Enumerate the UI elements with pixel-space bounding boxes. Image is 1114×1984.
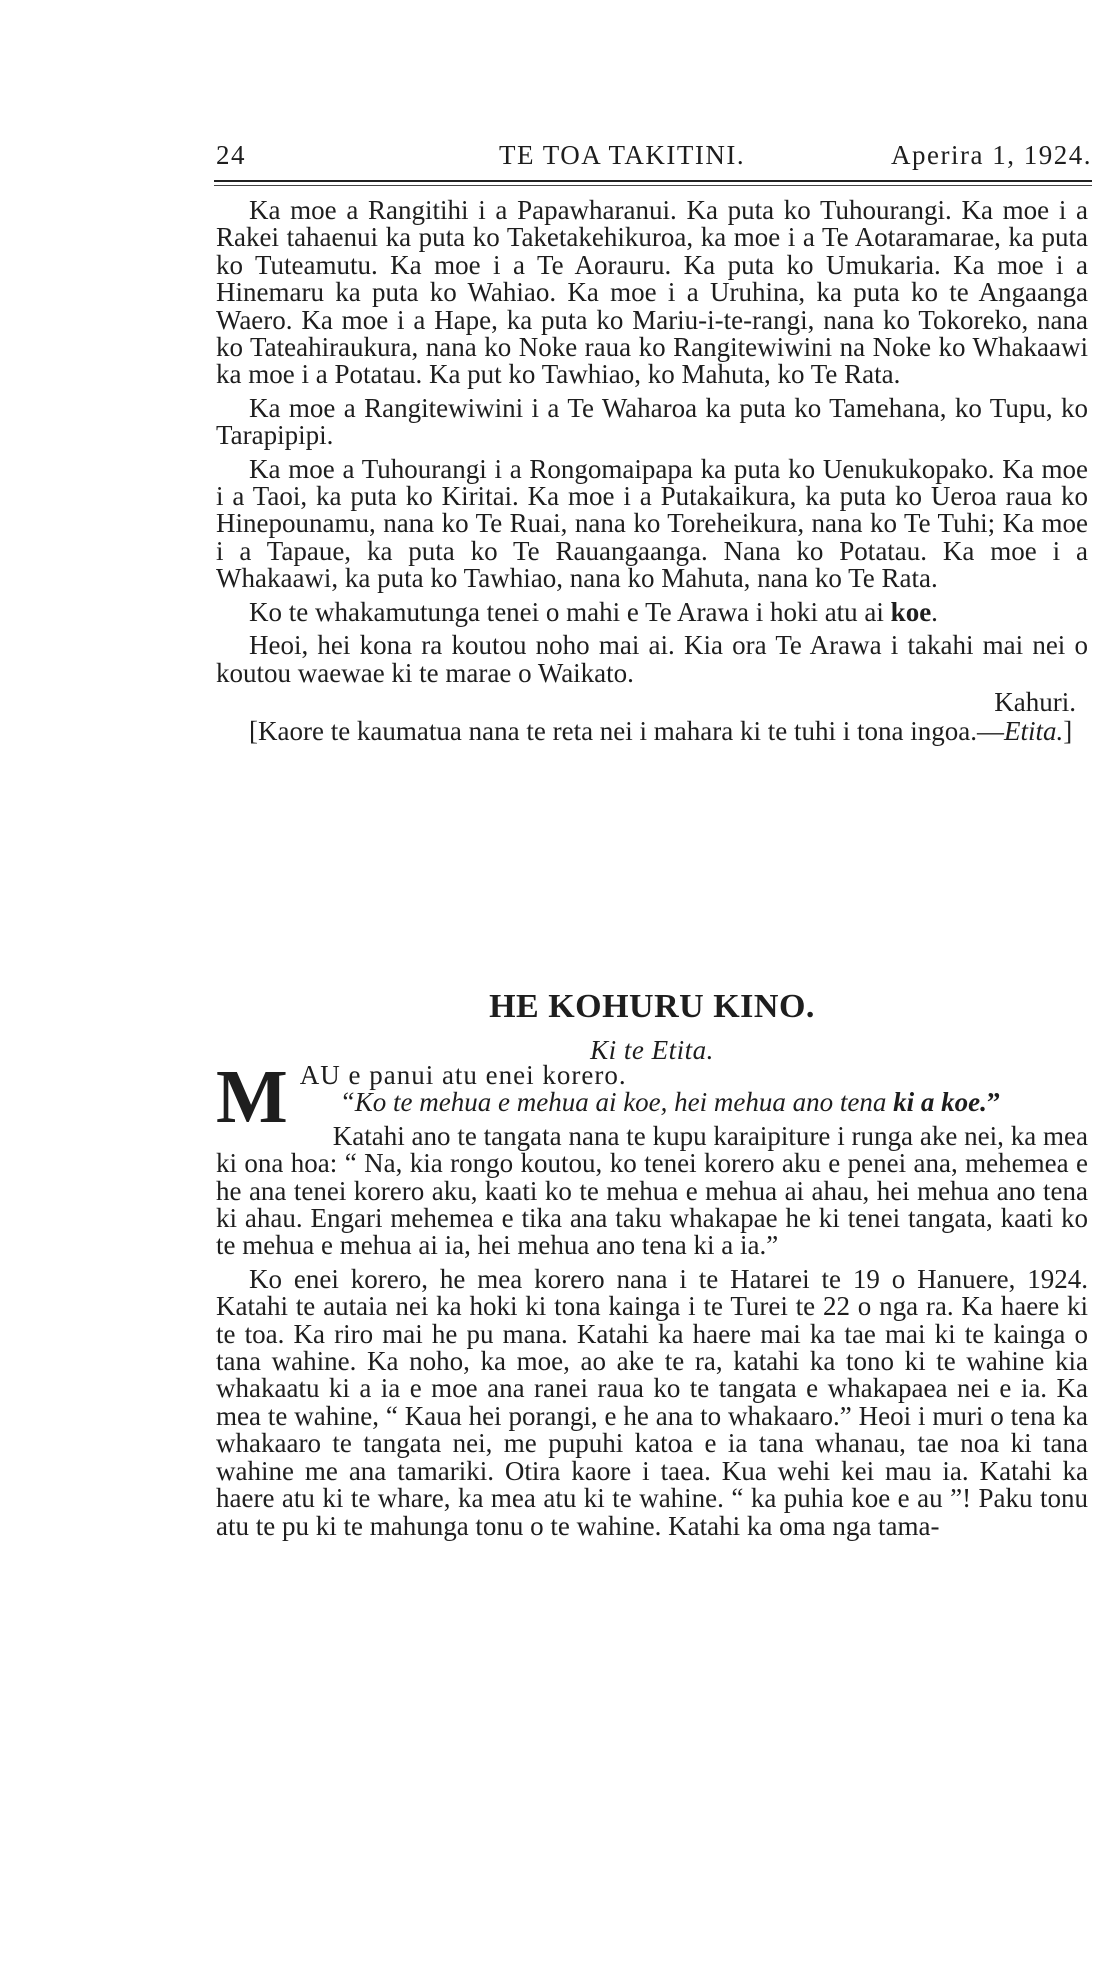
editor-note xyxy=(216,718,1088,745)
header-rule-thin xyxy=(214,185,1092,186)
bold-word: koe xyxy=(890,596,932,627)
scripture-quote xyxy=(216,1089,1088,1116)
paragraph: Ka moe a Rangitihi i a Papawharanui. Ka puta ko Tuhourangi. Ka moe i a Rakei tahaenui ka puta ko Taketakehikuroa, ka moe i a Te Aotaramarae, ka puta ko Tuteamutu. Ka moe i a Te Aorauru. Ka puta ko Umukaria. Ka moe i a Hinemaru ka puta ko Wahiao. Ka moe i a Uruhina, ka puta ko te Angaanga Waero. Ka moe i a Hape, ka puta ko Mariu-i-te-rangi, nana ko Tokoreko, nana ko Tateahiraukura, nana ko Noke raua ko Rangitewiwini na Noke ko Whakaawi ka moe i a Potatau. Ka put ko Tawhiao, ko Mahuta, ko Te Rata. xyxy=(216,195,1088,390)
paragraph-end: . xyxy=(931,596,938,627)
header-rule xyxy=(214,180,1092,182)
page-header xyxy=(216,140,1092,174)
drop-cap: M xyxy=(216,1055,288,1139)
paragraph: Heoi, hei kona ra koutou noho mai ai. Kia ora Te Arawa i takahi mai nei o koutou waewae ki te marae o Waikato. xyxy=(216,630,1088,688)
paragraph xyxy=(216,596,1088,627)
paragraph: Katahi ano te tangata nana te kupu karaipiture i runga ake nei, ka mea ki ona hoa: “ Na, kia rongo koutou, ko tenei korero aku e penei ana, mehemea e he ana tenei korero aku, kaati ko te mehua e mehua ai ahau, hei mehua ano tena ki ahau. Engari mehemea e tika ana taku whakapae he ki tenei tangata, kaati ko te mehua e mehua ai ia, hei mehua ano tena ki a ia.” xyxy=(216,1120,1088,1261)
article-subtitle: Ki te Etita. xyxy=(590,1035,714,1065)
article-title: HE KOHURU KINO. xyxy=(489,988,815,1025)
publication-title: TE TOA TAKITINI. xyxy=(499,140,746,170)
lead-line xyxy=(216,1062,1088,1089)
signature: Kahuri. xyxy=(994,686,1076,717)
paragraph: Ka moe a Rangitewiwini i a Te Waharoa ka puta ko Tamehana, ko Tupu, ko Tarapipipi. xyxy=(216,392,1088,451)
quote-bold: ki a koe. xyxy=(893,1087,987,1118)
quote-text: “Ko te mehua e mehua ai koe, hei mehua ano tena xyxy=(339,1087,894,1118)
lead-text: AU e panui atu enei korero. xyxy=(299,1060,627,1090)
note-editor: Etita. xyxy=(1003,716,1064,747)
paragraph: Ko enei korero, he mea korero nana i te Hatarei te 19 o Hanuere, 1924. Katahi te autaia nei ka hoki ki tona kainga i te Turei te 22 o nga ra. Ka haere ki te toa. Ka riro mai he pu mana. Katahi ka haere mai ka tae mai ki te kainga o tana wahine. Ka noho, ka moe, ao ake te ra, katahi ka tono ki te wahine kia whakaatu ki a ia e moe ana ranei raua ko te tangata e whakapaea nei e ia. Ka mea te wahine, “ Kaua hei porangi, e he ana to whakaaro.” Heoi i muri o tena ka whakaaro te tangata nei, me pupuhi katoa e ia tana whanau, tae noa ki tana wahine me ana tamariki. Otira kaore i taea. Kua wehi kei mau ia. Katahi ka haere atu ki te whare, ka mea atu ki te wahine. “ ka puhia koe e au ”! Paku tonu atu te pu ki te mahunga tonu o te wahine. Katahi ka oma nga tama- xyxy=(216,1263,1088,1541)
article-body xyxy=(216,1055,1088,1546)
note-text: [Kaore te kaumatua nana te reta nei i mahara ki te tuhi i tona ingoa.— xyxy=(249,716,1004,747)
quote-close: ” xyxy=(986,1087,1001,1118)
paragraph-text: Ko te whakamutunga tenei o mahi e Te Arawa i hoki atu ai xyxy=(249,596,891,627)
page-number: 24 xyxy=(216,140,246,170)
issue-date: Aperira 1, 1924. xyxy=(891,140,1092,170)
paragraph: Ka moe a Tuhourangi i a Rongomaipapa ka puta ko Uenukukopako. Ka moe i a Taoi, ka puta ko Kiritai. Ka moe i a Putakaikura, ka puta ko Ueroa raua ko Hinepounamu, nana ko Te Ruai, nana ko Toreheikura, nana ko Te Tuhi; Ka moe i a Tapaue, ka puta ko Te Rauangaanga. Nana ko Potatau. Ka moe i a Whakaawi, ka puta ko Tawhiao, nana ko Mahuta, nana ko Te Rata. xyxy=(216,453,1088,594)
note-bracket: ] xyxy=(1063,716,1073,747)
genealogy-letter xyxy=(216,197,1088,752)
